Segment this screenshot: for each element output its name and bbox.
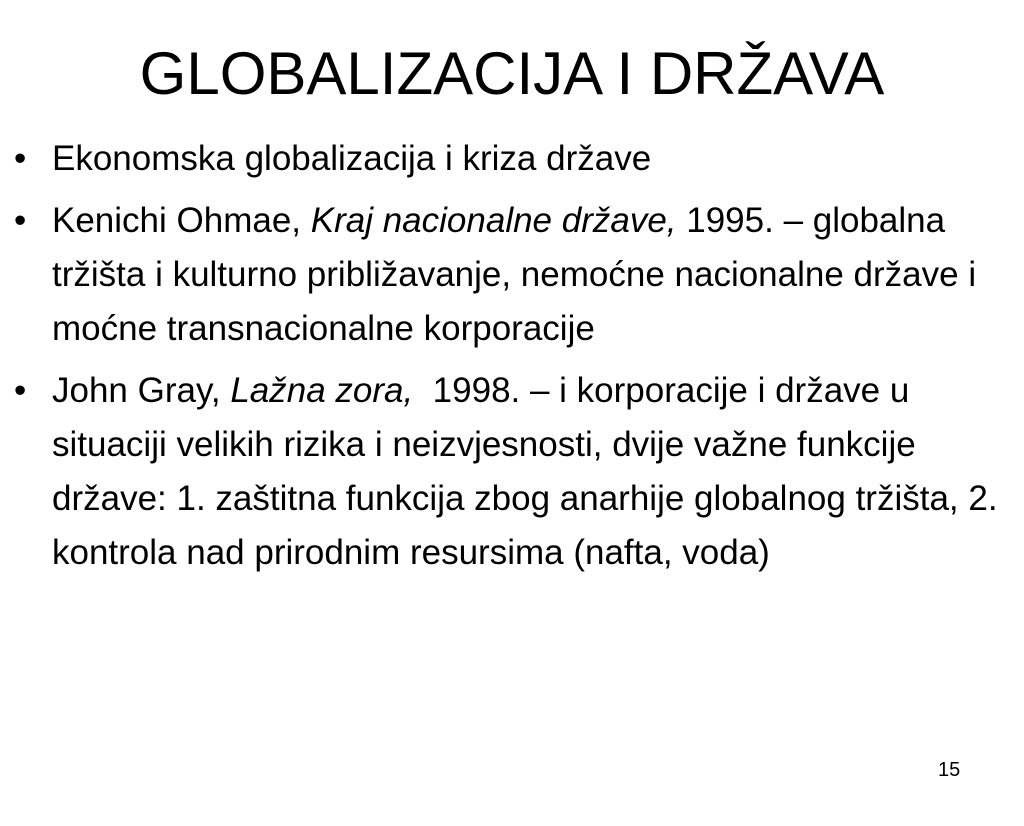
bullet-dot-icon: • [14,371,27,410]
bullet-description: 1998. – i korporacije i države u situaciji velikih rizika i neizvjesnosti, dvije važne funkcije države: 1. zaštitna funkcija zbog anarhije globalnog tržišta, 2. kontrola nad prirodnim resursima (nafta, voda) [52,371,1008,572]
bullet-description: 1995. – globalna tržišta i kulturno približavanje, nemoćne nacionalne države i moćne transnacionalne korporacije [52,201,977,348]
bullet-book-title: Lažna zora, [230,371,414,410]
bullet-list [14,132,1008,588]
bullet-dot-icon: • [14,201,27,240]
bullet-dot-icon: • [14,139,27,178]
page-number: 15 [938,759,961,781]
bullet-item-1 [14,132,1004,186]
bullet-book-title: Kraj nacionalne države, [310,201,677,240]
bullet-text: Ekonomska globalizacija i kriza države [52,139,652,178]
slide-title: GLOBALIZACIJA I DRŽAVA [139,40,885,107]
bullet-item-3 [14,364,1008,580]
bullet-author: Kenichi Ohmae, [52,201,311,240]
bullet-author: John Gray, [52,371,231,410]
bullet-item-2 [14,194,1004,356]
